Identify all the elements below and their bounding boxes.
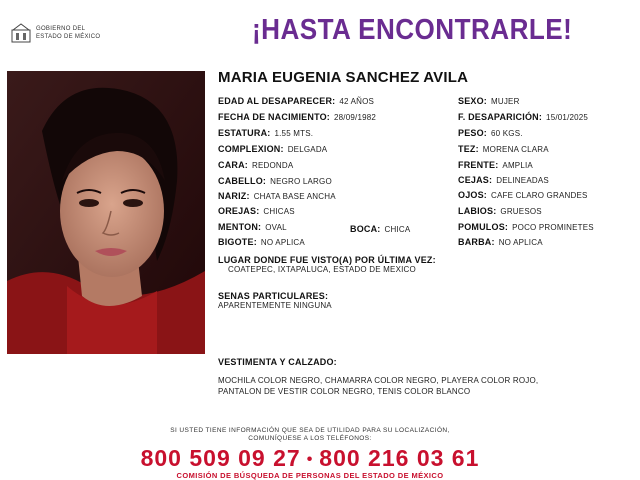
phone-number-1[interactable]: 800 509 09 27 — [140, 445, 301, 471]
field-value: POCO PROMINETES — [512, 223, 594, 232]
field-label: FRENTE: — [458, 160, 499, 170]
field-value: CHATA BASE ANCHA — [253, 192, 336, 201]
phone-numbers — [0, 445, 620, 472]
field-value: CAFE CLARO GRANDES — [491, 191, 588, 200]
missing-person-photo — [7, 71, 205, 354]
field-label: CABELLO: — [218, 176, 267, 186]
gov-label-line2: ESTADO DE MÉXICO — [36, 34, 101, 40]
state-government-logo — [10, 22, 120, 46]
field-ears — [218, 206, 295, 217]
field-sex — [458, 96, 520, 107]
field-value: CHICA — [384, 225, 411, 234]
field-value: DELINEADAS — [496, 176, 549, 185]
field-birthdate — [218, 112, 376, 123]
field-eyes — [458, 190, 588, 201]
footer-note-line2: COMUNÍQUESE A LOS TELÉFONOS: — [248, 435, 372, 442]
field-disappearance-date — [458, 112, 588, 123]
field-mustache — [218, 237, 305, 248]
field-label: SEXO: — [458, 96, 488, 106]
field-age — [218, 96, 374, 107]
field-label: COMPLEXION: — [218, 144, 284, 154]
field-label: ESTATURA: — [218, 128, 271, 138]
field-label: PESO: — [458, 128, 488, 138]
last-seen-text: COATEPEC, IXTAPALUCA, ESTADO DE MEXICO — [228, 265, 416, 274]
field-label: BOCA: — [350, 224, 381, 234]
field-value: 28/09/1982 — [334, 113, 377, 122]
field-label: CEJAS: — [458, 175, 493, 185]
field-value: AMPLIA — [502, 161, 533, 170]
field-weight — [458, 128, 523, 139]
field-complexion — [458, 144, 549, 155]
footer-note-line1: SI USTED TIENE INFORMACIÓN QUE SEA DE UTILIDAD PARA SU LOCALIZACIÓN, — [170, 427, 450, 434]
person-name: MARIA EUGENIA SANCHEZ AVILA — [218, 69, 469, 86]
marks-title: SENAS PARTICULARES: — [218, 291, 329, 301]
gov-label-line1: GOBIERNO DEL — [36, 26, 86, 32]
field-value: GRUESOS — [500, 207, 542, 216]
clothing-line2: PANTALON DE VESTIR COLOR NEGRO, TENIS COLOR BLANCO — [218, 387, 471, 396]
headline: ¡HASTA ENCONTRARLE! — [252, 14, 573, 46]
field-label: BIGOTE: — [218, 237, 257, 247]
marks-text: APARENTEMENTE NINGUNA — [218, 301, 332, 310]
field-label: TEZ: — [458, 144, 479, 154]
field-eyebrows — [458, 175, 549, 186]
field-label: F. DESAPARICIÓN: — [458, 112, 543, 122]
field-cheekbones — [458, 222, 594, 233]
field-label: NARIZ: — [218, 191, 250, 201]
field-label: LABIOS: — [458, 206, 497, 216]
phone-number-2[interactable]: 800 216 03 61 — [319, 445, 480, 471]
field-value: 60 KGS. — [491, 129, 523, 138]
field-beard — [458, 237, 543, 248]
field-label: EDAD AL DESAPARECER: — [218, 96, 336, 106]
field-chin — [218, 222, 287, 233]
field-label: MENTON: — [218, 222, 262, 232]
field-label: OREJAS: — [218, 206, 260, 216]
field-label: CARA: — [218, 160, 248, 170]
field-value: MUJER — [491, 97, 520, 106]
field-face — [218, 160, 293, 171]
field-value: REDONDA — [252, 161, 294, 170]
field-value: MORENA CLARA — [482, 145, 549, 154]
field-hair — [218, 176, 332, 187]
clothing-line1: MOCHILA COLOR NEGRO, CHAMARRA COLOR NEGRO, PLAYERA COLOR ROJO, — [218, 376, 539, 385]
field-height — [218, 128, 313, 139]
commission-name: COMISIÓN DE BÚSQUEDA DE PERSONAS DEL ESTADO DE MÉXICO — [176, 471, 444, 480]
field-value: 15/01/2025 — [546, 113, 589, 122]
field-value: NEGRO LARGO — [270, 177, 332, 186]
field-value: DELGADA — [287, 145, 328, 154]
phone-separator: • — [306, 450, 314, 468]
last-seen-title: LUGAR DONDE FUE VISTO(A) POR ÚLTIMA VEZ: — [218, 255, 436, 265]
field-nose — [218, 191, 336, 202]
field-value: 1.55 MTS. — [274, 129, 314, 138]
field-value: OVAL — [265, 223, 287, 232]
clothing-title: VESTIMENTA Y CALZADO: — [218, 357, 337, 367]
field-value: NO APLICA — [498, 238, 543, 247]
field-label: OJOS: — [458, 190, 488, 200]
field-label: FECHA DE NACIMIENTO: — [218, 112, 330, 122]
field-value: NO APLICA — [260, 238, 305, 247]
state-emblem-icon — [10, 22, 32, 44]
field-lips — [458, 206, 542, 217]
field-mouth — [350, 224, 410, 235]
field-label: BARBA: — [458, 237, 495, 247]
field-value: 42 AÑOS — [339, 97, 375, 106]
field-forehead — [458, 160, 533, 171]
field-build — [218, 144, 327, 155]
field-label: POMULOS: — [458, 222, 509, 232]
field-value: CHICAS — [263, 207, 295, 216]
